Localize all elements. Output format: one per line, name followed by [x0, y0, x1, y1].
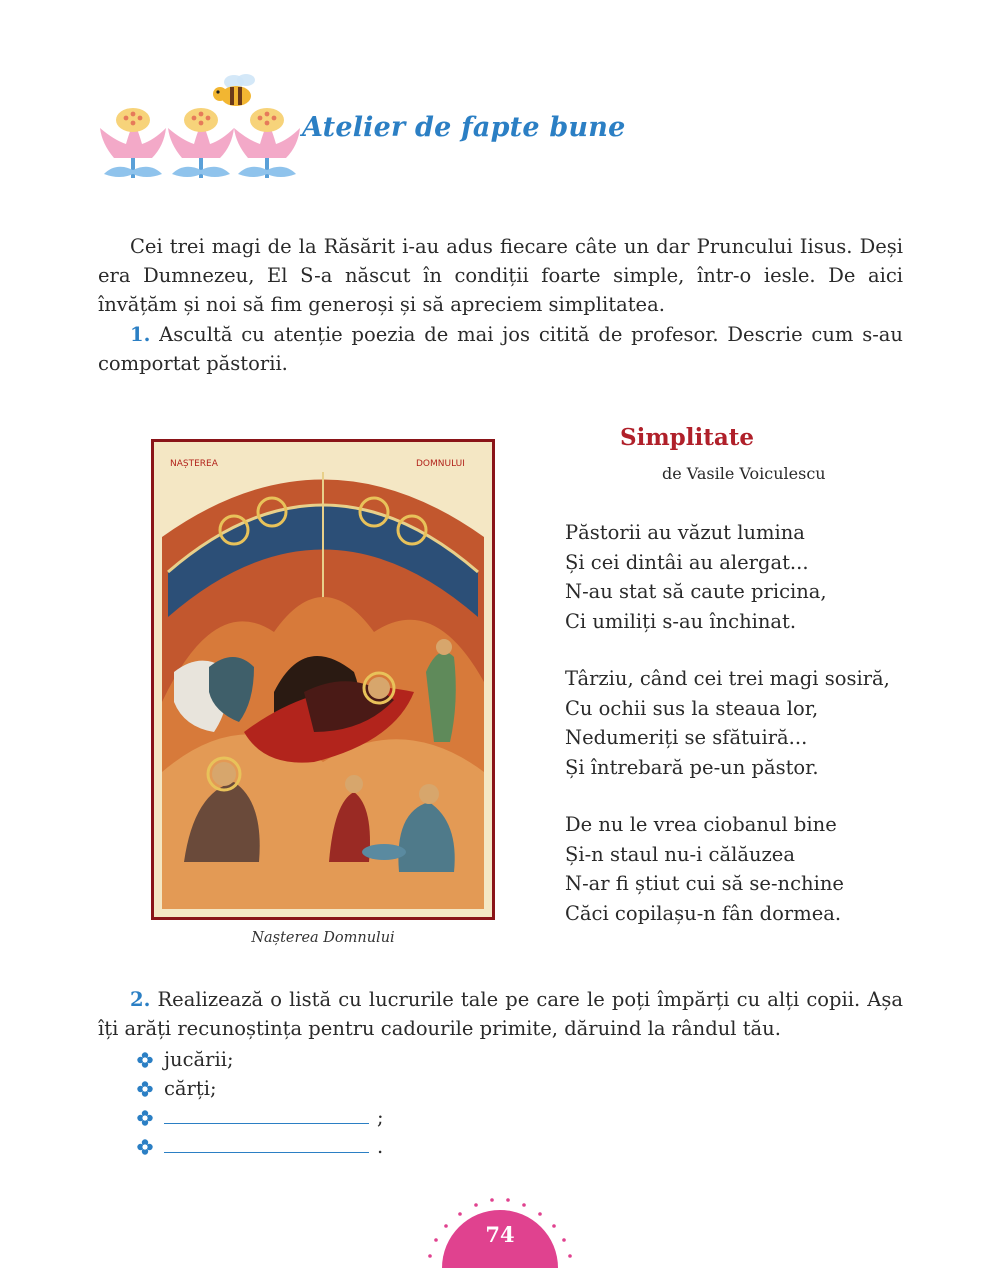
poem-stanza-2 [565, 664, 890, 782]
list-item-text: jucării; [164, 1048, 234, 1071]
flower-icon [234, 108, 300, 178]
poem-line: N-ar fi știut cui să se-nchine [565, 872, 844, 895]
flower-icon [168, 108, 234, 178]
poem-stanza-3 [565, 810, 844, 928]
icon-inscription-left: NAȘTEREA [170, 459, 218, 469]
flower-bullet-icon [137, 1052, 153, 1068]
icon-inscription-right: DOMNULUI [416, 459, 465, 469]
flower-icon [100, 108, 166, 178]
nativity-icon-image [151, 439, 495, 920]
list-item [137, 1045, 384, 1074]
blank-punctuation: ; [377, 1106, 384, 1129]
fill-in-blank[interactable] [164, 1103, 369, 1124]
share-list [137, 1045, 384, 1161]
poem-line: Și întrebară pe-un păstor. [565, 755, 819, 779]
poem-line: Păstorii au văzut lumina [565, 521, 805, 544]
section-title: Atelier de fapte bune [302, 112, 626, 143]
poem-line: N-au stat să caute pricina, [565, 580, 827, 603]
poem-stanza-1 [565, 518, 827, 636]
intro-paragraph: Cei trei magi de la Răsărit i-au adus fiecare câte un dar Pruncului Iisus. Deși era Dumnezeu, El S-a născut în condiții foarte simple, într-o iesle. De aici învățăm și noi să fim generoși și să apreciem simplitatea. [98, 235, 903, 316]
list-item-text: cărți; [164, 1077, 217, 1100]
task-number: 1. [130, 323, 151, 346]
flower-bullet-icon [137, 1081, 153, 1097]
image-caption: Nașterea Domnului [251, 930, 395, 946]
list-item [137, 1074, 384, 1103]
poem-line: Nedumeriți se sfătuiră... [565, 726, 808, 749]
task-2 [98, 985, 903, 1043]
list-item-blank [137, 1103, 384, 1132]
poem-line: Și-n staul nu-i călăuzea [565, 842, 795, 866]
poem-line: Ci umiliți s-au închinat. [565, 609, 797, 633]
flower-bullet-icon [137, 1139, 153, 1155]
page-number: 74 [485, 1222, 515, 1247]
task-number: 2. [130, 988, 151, 1011]
poem-line: De nu le vrea ciobanul bine [565, 813, 837, 836]
flowers-and-bee-illustration [96, 70, 302, 188]
poem-line: Și cei dintâi au alergat... [565, 550, 809, 574]
task-1 [98, 320, 903, 378]
task-text: Realizează o listă cu lucrurile tale pe care le poți împărți cu alți copii. Așa îți arăți recunoștința pentru cadourile primite, dăruind la rândul tău. [98, 988, 904, 1040]
poem-title: Simplitate [620, 424, 755, 451]
poem-line: Cu ochii sus la steaua lor, [565, 696, 819, 720]
fill-in-blank[interactable] [164, 1132, 369, 1153]
poem-line: Căci copilașu-n fân dormea. [565, 901, 842, 925]
task-text: Ascultă cu atenție poezia de mai jos citită de profesor. Descrie cum s-au comportat păstorii. [98, 323, 903, 375]
list-item-blank [137, 1132, 384, 1161]
blank-punctuation: . [377, 1135, 384, 1158]
flower-bullet-icon [137, 1110, 153, 1126]
bee-icon [213, 74, 255, 106]
poem-line: Târziu, când cei trei magi sosiră, [565, 667, 890, 690]
poem-author: de Vasile Voiculescu [662, 464, 826, 483]
